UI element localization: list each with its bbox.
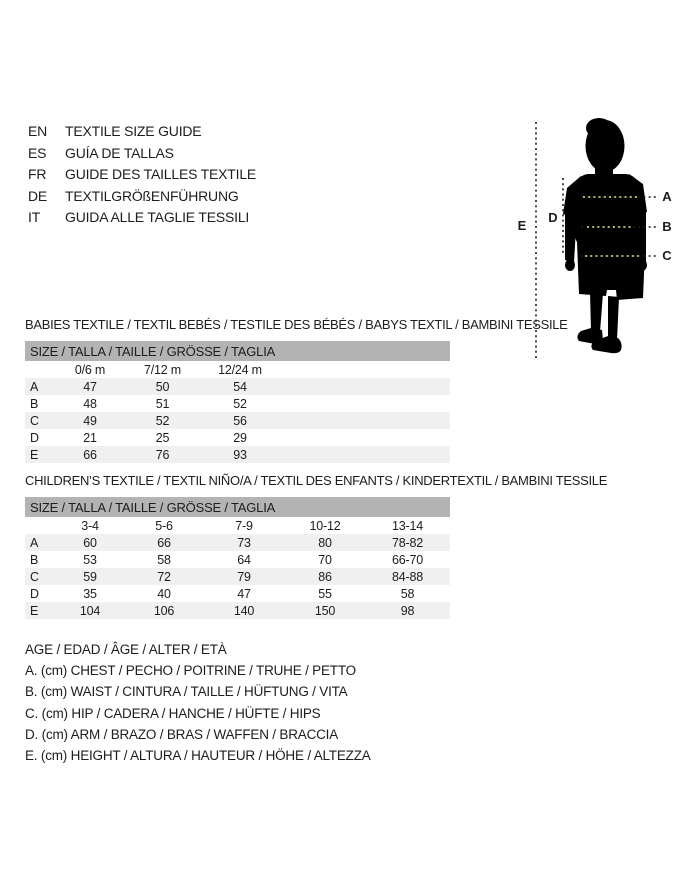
children-table-title: SIZE / TALLA / TAILLE / GRÖSSE / TAGLIA bbox=[30, 499, 276, 515]
language-code: IT bbox=[28, 209, 41, 225]
language-row-de bbox=[28, 186, 256, 208]
cell: 59 bbox=[83, 569, 97, 584]
language-code: DE bbox=[28, 187, 48, 204]
row-label: A bbox=[30, 379, 39, 394]
cell: 47 bbox=[237, 586, 251, 601]
table-row bbox=[25, 602, 450, 619]
measurement-legend bbox=[25, 639, 371, 766]
table-row bbox=[25, 568, 450, 585]
babies-table-title: SIZE / TALLA / TAILLE / GRÖSSE / TAGLIA bbox=[30, 343, 276, 359]
cell: 58 bbox=[400, 586, 415, 601]
cell: 52 bbox=[233, 396, 247, 411]
table-row bbox=[25, 446, 450, 463]
cell: 54 bbox=[233, 379, 247, 394]
row-label: B bbox=[30, 552, 39, 567]
label-c: C bbox=[662, 248, 672, 263]
column-header: 12/24 m bbox=[218, 362, 262, 377]
label-d: D bbox=[548, 210, 558, 225]
cell: 51 bbox=[155, 396, 170, 411]
language-title: GUIDE DES TAILLES TEXTILE bbox=[65, 166, 257, 182]
language-title: GUÍA DE TALLAS bbox=[65, 144, 174, 161]
column-header: 7/12 m bbox=[143, 362, 181, 377]
language-row-it bbox=[28, 207, 256, 229]
cell: 70 bbox=[318, 552, 332, 567]
row-label: E bbox=[30, 447, 39, 462]
cell: 72 bbox=[157, 569, 171, 584]
cell: 58 bbox=[157, 552, 171, 567]
cell: 106 bbox=[153, 603, 175, 618]
cell: 53 bbox=[83, 552, 97, 567]
column-header: 13-14 bbox=[392, 518, 423, 533]
cell: 40 bbox=[157, 586, 171, 601]
language-code: ES bbox=[28, 144, 47, 161]
cell: 56 bbox=[233, 413, 247, 428]
legend-line-waist: B. (cm) WAIST / CINTURA / TAILLE / HÜFTUNG / VITA bbox=[25, 684, 348, 700]
cell: 29 bbox=[233, 430, 247, 445]
table-row bbox=[25, 412, 450, 429]
cell: 66 bbox=[83, 447, 97, 462]
cell: 66-70 bbox=[392, 552, 423, 567]
cell: 93 bbox=[233, 447, 247, 462]
table-row bbox=[25, 429, 450, 446]
cell: 104 bbox=[79, 603, 101, 618]
cell: 150 bbox=[314, 603, 336, 618]
table-row bbox=[25, 534, 450, 551]
column-header: 7-9 bbox=[235, 518, 253, 533]
column-header: 10-12 bbox=[309, 518, 341, 533]
cell: 76 bbox=[155, 447, 170, 462]
babies-table-title-bar bbox=[25, 341, 450, 361]
language-title-list bbox=[28, 121, 256, 229]
babies-column-header-row bbox=[25, 361, 450, 378]
column-header: 0/6 m bbox=[74, 362, 106, 377]
table-row bbox=[25, 585, 450, 602]
language-row-fr bbox=[28, 164, 256, 186]
children-size-table bbox=[25, 497, 450, 619]
legend-line-hip: C. (cm) HIP / CADERA / HANCHE / HÜFTE / HIPS bbox=[25, 705, 321, 721]
label-b: B bbox=[662, 219, 672, 234]
cell: 49 bbox=[83, 413, 97, 428]
cell: 50 bbox=[155, 379, 170, 394]
row-label: D bbox=[30, 430, 39, 445]
children-table-title-bar bbox=[25, 497, 450, 517]
table-row bbox=[25, 551, 450, 568]
legend-line-height: E. (cm) HEIGHT / ALTURA / HAUTEUR / HÖHE / ALTEZZA bbox=[25, 748, 371, 764]
cell: 140 bbox=[233, 603, 255, 618]
language-row-en bbox=[28, 121, 256, 143]
cell: 86 bbox=[318, 569, 332, 584]
legend-line-chest: A. (cm) CHEST / PECHO / POITRINE / TRUHE / PETTO bbox=[25, 663, 356, 679]
language-title: TEXTILE SIZE GUIDE bbox=[65, 123, 202, 139]
language-code: EN bbox=[28, 123, 48, 139]
cell: 52 bbox=[155, 413, 170, 428]
label-e: E bbox=[517, 218, 527, 233]
children-column-header-row bbox=[25, 517, 450, 534]
cell: 73 bbox=[237, 535, 251, 550]
language-row-es bbox=[28, 143, 256, 165]
cell: 55 bbox=[318, 586, 332, 601]
row-label: E bbox=[30, 603, 39, 618]
language-code: FR bbox=[28, 166, 47, 182]
table-row bbox=[25, 395, 450, 412]
row-label: A bbox=[30, 535, 39, 550]
cell: 98 bbox=[400, 603, 415, 618]
cell: 48 bbox=[83, 396, 97, 411]
cell: 80 bbox=[318, 535, 332, 550]
language-title: TEXTILGRÖßENFÜHRUNG bbox=[65, 187, 239, 204]
cell: 47 bbox=[83, 379, 97, 394]
cell: 84-88 bbox=[392, 569, 423, 584]
table-row bbox=[25, 378, 450, 395]
cell: 79 bbox=[237, 569, 251, 584]
row-label: C bbox=[30, 569, 39, 584]
babies-size-table bbox=[25, 341, 450, 463]
row-label: C bbox=[30, 413, 39, 428]
column-header: 3-4 bbox=[81, 518, 99, 533]
language-title: GUIDA ALLE TAGLIE TESSILI bbox=[65, 209, 250, 225]
cell: 66 bbox=[157, 535, 171, 550]
children-section-heading: CHILDREN’S TEXTILE / TEXTIL NIÑO/A / TEXTIL DES ENFANTS / KINDERTEXTIL / BAMBINI TESSILE bbox=[25, 473, 608, 488]
cell: 78-82 bbox=[392, 535, 423, 550]
babies-section-heading: BABIES TEXTILE / TEXTIL BEBÉS / TESTILE DES BÉBÉS / BABYS TEXTIL / BAMBINI TESSILE bbox=[25, 317, 568, 332]
cell: 60 bbox=[83, 535, 97, 550]
child-silhouette bbox=[563, 118, 647, 353]
legend-line-age: AGE / EDAD / ÂGE / ALTER / ETÀ bbox=[25, 642, 227, 657]
row-label: B bbox=[30, 396, 39, 411]
column-header: 5-6 bbox=[155, 518, 173, 533]
cell: 64 bbox=[237, 552, 251, 567]
cell: 21 bbox=[83, 430, 97, 445]
label-a: A bbox=[662, 189, 672, 204]
legend-line-arm: D. (cm) ARM / BRAZO / BRAS / WAFFEN / BRACCIA bbox=[25, 726, 339, 742]
row-label: D bbox=[30, 586, 39, 601]
cell: 25 bbox=[155, 430, 170, 445]
cell: 35 bbox=[83, 586, 97, 601]
